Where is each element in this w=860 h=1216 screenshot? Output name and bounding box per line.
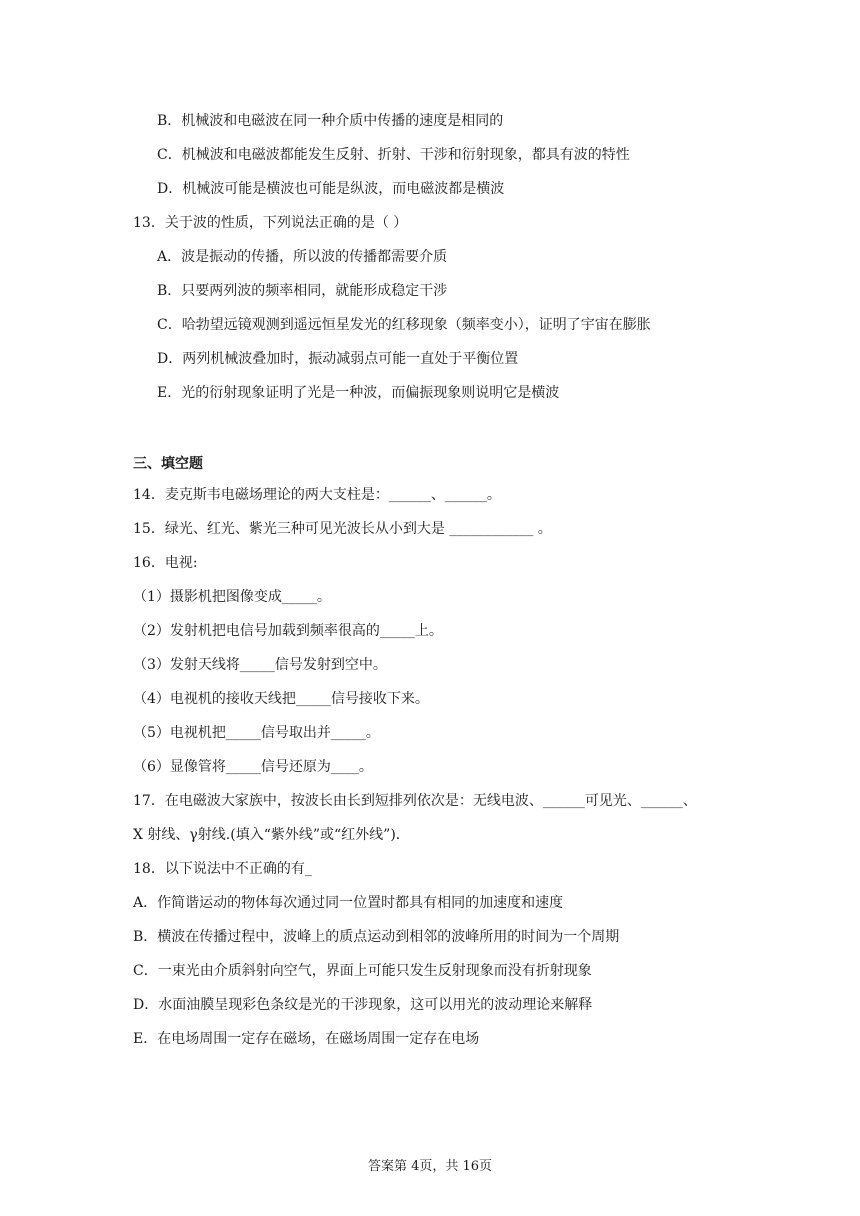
q13-option-c: C．哈勃望远镜观测到遥远恒星发光的红移现象（频率变小），证明了宇宙在膨胀 [157, 317, 651, 333]
q13-option-a: A．波是振动的传播，所以波的传播都需要介质 [157, 249, 448, 265]
q16-item-1: （1）摄影机把图像变成_____。 [133, 589, 331, 605]
q18-option-a: A．作简谐运动的物体每次通过同一位置时都具有相同的加速度和速度 [133, 895, 564, 911]
q18-stem: 18．以下说法中不正确的有_ [133, 861, 312, 877]
q16-item-3: （3）发射天线将_____信号发射到空中。 [133, 657, 387, 673]
q13-option-e: E．光的衍射现象证明了光是一种波，而偏振现象则说明它是横波 [157, 385, 560, 401]
q17-line-1: 17．在电磁波大家族中，按波长由长到短排列依次是：无线电波、______可见光、______、 [133, 793, 697, 809]
q16-item-2: （2）发射机把电信号加载到频率很高的_____上。 [133, 623, 443, 639]
q18-option-d: D．水面油膜呈现彩色条纹是光的干涉现象，这可以用光的波动理论来解释 [133, 997, 593, 1013]
q16-item-4: （4）电视机的接收天线把_____信号接收下来。 [133, 691, 429, 707]
q18-option-e: E．在电场周围一定存在磁场，在磁场周围一定存在电场 [133, 1031, 480, 1047]
q18-option-c: C．一束光由介质斜射向空气，界面上可能只发生反射现象而没有折射现象 [133, 963, 592, 979]
q12-option-b: B．机械波和电磁波在同一种介质中传播的速度是相同的 [157, 113, 504, 129]
q12-option-c: C．机械波和电磁波都能发生反射、折射、干涉和衍射现象，都具有波的特性 [157, 147, 630, 163]
q12-option-d: D．机械波可能是横波也可能是纵波，而电磁波都是横波 [157, 181, 505, 197]
q15-text: 15．绿光、红光、紫光三种可见光波长从小到大是 ____________ 。 [133, 521, 552, 537]
q16-item-5: （5）电视机把_____信号取出并_____。 [133, 725, 380, 741]
q13-option-b: B．只要两列波的频率相同，就能形成稳定干涉 [157, 283, 448, 299]
q16-stem: 16．电视: [133, 555, 198, 571]
section-title: 三、填空题 [133, 456, 203, 472]
q17-line-2: X 射线、γ射线.(填入“紫外线”或“红外线”)． [133, 827, 410, 843]
q16-item-6: （6）显像管将_____信号还原为____。 [133, 759, 373, 775]
q14-text: 14．麦克斯韦电磁场理论的两大支柱是：______、______。 [133, 487, 501, 503]
q18-option-b: B．横波在传播过程中，波峰上的质点运动到相邻的波峰所用的时间为一个周期 [133, 929, 620, 945]
q13-stem: 13．关于波的性质，下列说法正确的是（ ） [133, 215, 408, 231]
page-footer: 答案第 4页，共 16页 [367, 1159, 493, 1174]
q13-option-d: D．两列机械波叠加时，振动减弱点可能一直处于平衡位置 [157, 351, 519, 367]
